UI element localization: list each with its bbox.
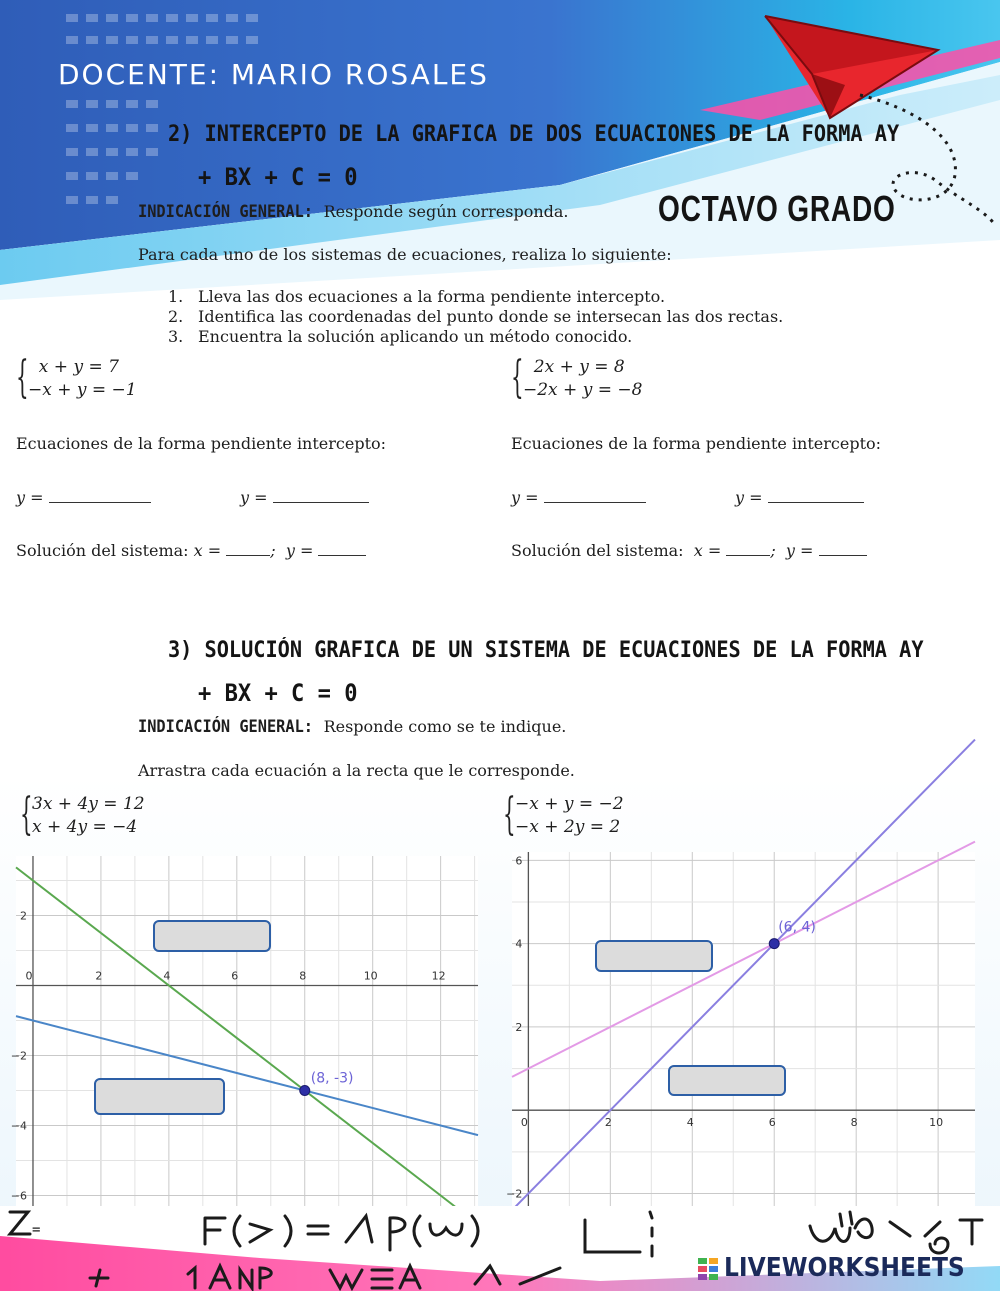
x-tick-label: 10	[363, 969, 378, 983]
x-tick-label: 10	[929, 1116, 944, 1130]
equation: −x + 2y = 2	[515, 817, 621, 837]
section3-title-line2: + BX + C = 0	[198, 679, 358, 707]
system3-left: { 3x + 4y = 12 x + 4y = −4	[20, 789, 145, 840]
answer-blank-y[interactable]	[819, 540, 867, 556]
x-tick-label: 8	[850, 1116, 858, 1130]
step-item: 2. Identifica las coordenadas del punto donde se intersecan las dos rectas.	[168, 307, 784, 326]
grade-label: OCTAVO GRADO	[658, 188, 896, 229]
answer-blank-x[interactable]	[226, 540, 270, 556]
answer-blank[interactable]	[49, 487, 151, 503]
section2-title-line1: 2) INTERCEPTO DE LA GRAFICA DE DOS ECUACIONES DE LA FORMA AY	[168, 122, 900, 147]
solution-row-right: Solución del sistema: x = ; y =	[511, 540, 867, 560]
slope-answer-left-2: y =	[240, 487, 369, 507]
answer-blank-y[interactable]	[318, 540, 366, 556]
indication-label: INDICACIÓN GENERAL:	[138, 717, 314, 737]
x-tick-label: 8	[299, 969, 307, 983]
drop-target-box[interactable]	[595, 940, 713, 972]
solution-row-left: Solución del sistema: x = ; y =	[16, 540, 366, 560]
y-tick-label: −2	[506, 1187, 523, 1201]
drag-instruction: Arrastra cada ecuación a la recta que le corresponde.	[138, 761, 575, 780]
equation: −2x + y = −8	[523, 380, 643, 400]
answer-blank[interactable]	[768, 487, 864, 503]
step-item: 3. Encuentra la solución aplicando un método conocido.	[168, 327, 633, 346]
liveworksheets-brand: LIVEWORKSHEETS	[724, 1253, 965, 1283]
intersection-point	[300, 1086, 310, 1096]
equation: −x + y = −2	[515, 794, 624, 814]
indication-label: INDICACIÓN GENERAL:	[138, 202, 314, 222]
steps-list	[168, 287, 783, 347]
step-item: 1. Lleva las dos ecuaciones a la forma pendiente intercepto.	[168, 287, 666, 306]
answer-blank[interactable]	[273, 487, 369, 503]
system-left: { x + y = 7 −x + y = −1	[16, 352, 137, 403]
equation: 2x + y = 8	[523, 357, 625, 377]
slope-answer-right-1: y =	[511, 487, 646, 507]
left-graph	[10, 856, 478, 1206]
section3-indication	[138, 717, 566, 737]
y-tick-label: 4	[515, 937, 523, 951]
system-right: { 2x + y = 8 −2x + y = −8	[511, 352, 643, 403]
x-tick-label: 0	[520, 1116, 528, 1130]
y-tick-label: −4	[10, 1119, 27, 1133]
drop-target-box[interactable]	[668, 1065, 786, 1096]
y-tick-label: −2	[10, 1049, 27, 1063]
slope-answer-right-2: y =	[735, 487, 864, 507]
liveworksheets-logo-icon	[697, 1257, 719, 1281]
section2-title-line2: + BX + C = 0	[198, 163, 358, 191]
svg-text:=: =	[32, 1222, 41, 1238]
x-tick-label: 2	[604, 1116, 612, 1130]
forma-label-right: Ecuaciones de la forma pendiente intercepto:	[511, 434, 882, 453]
x-tick-label: 4	[163, 969, 171, 983]
forma-label-left: Ecuaciones de la forma pendiente intercepto:	[16, 434, 387, 453]
y-tick-label: 2	[19, 909, 27, 923]
point-label: (6, 4)	[778, 919, 816, 936]
slope-answer-left-1: y =	[16, 487, 151, 507]
equation: x + y = 7	[28, 357, 119, 377]
system3-right: { −x + y = −2 −x + 2y = 2	[503, 789, 624, 840]
y-tick-label: −6	[10, 1189, 27, 1203]
y-tick-label: 2	[515, 1020, 523, 1034]
line-x-4y-neg4	[16, 1016, 478, 1135]
equation: −x + y = −1	[28, 380, 137, 400]
point-label: (8, -3)	[310, 1070, 354, 1087]
equation: x + 4y = −4	[32, 817, 138, 837]
answer-blank-x[interactable]	[726, 540, 770, 556]
right-graph	[506, 852, 975, 1206]
line-neg-x-2y-2	[512, 842, 975, 1077]
section2-intro: Para cada uno de los sistemas de ecuaciones, realiza lo siguiente:	[138, 245, 672, 264]
x-tick-label: 12	[431, 969, 446, 983]
x-tick-label: 0	[25, 969, 33, 983]
y-tick-label: 6	[515, 854, 523, 868]
indication-text: Responde como se te indique.	[323, 717, 567, 736]
x-tick-label: 4	[686, 1116, 694, 1130]
drop-target-box[interactable]	[153, 920, 271, 952]
intersection-point	[769, 939, 779, 949]
x-tick-label: 6	[231, 969, 239, 983]
section3-title-line1: 3) SOLUCIÓN GRAFICA DE UN SISTEMA DE ECUACIONES DE LA FORMA AY	[168, 638, 924, 663]
answer-blank[interactable]	[544, 487, 646, 503]
x-tick-label: 2	[95, 969, 103, 983]
teacher-name: DOCENTE: MARIO ROSALES	[58, 58, 489, 91]
equation: 3x + 4y = 12	[32, 794, 145, 814]
drop-target-box[interactable]	[94, 1078, 225, 1115]
indication-text: Responde según corresponda.	[323, 202, 569, 221]
x-tick-label: 6	[768, 1116, 776, 1130]
section2-indication	[138, 202, 569, 222]
